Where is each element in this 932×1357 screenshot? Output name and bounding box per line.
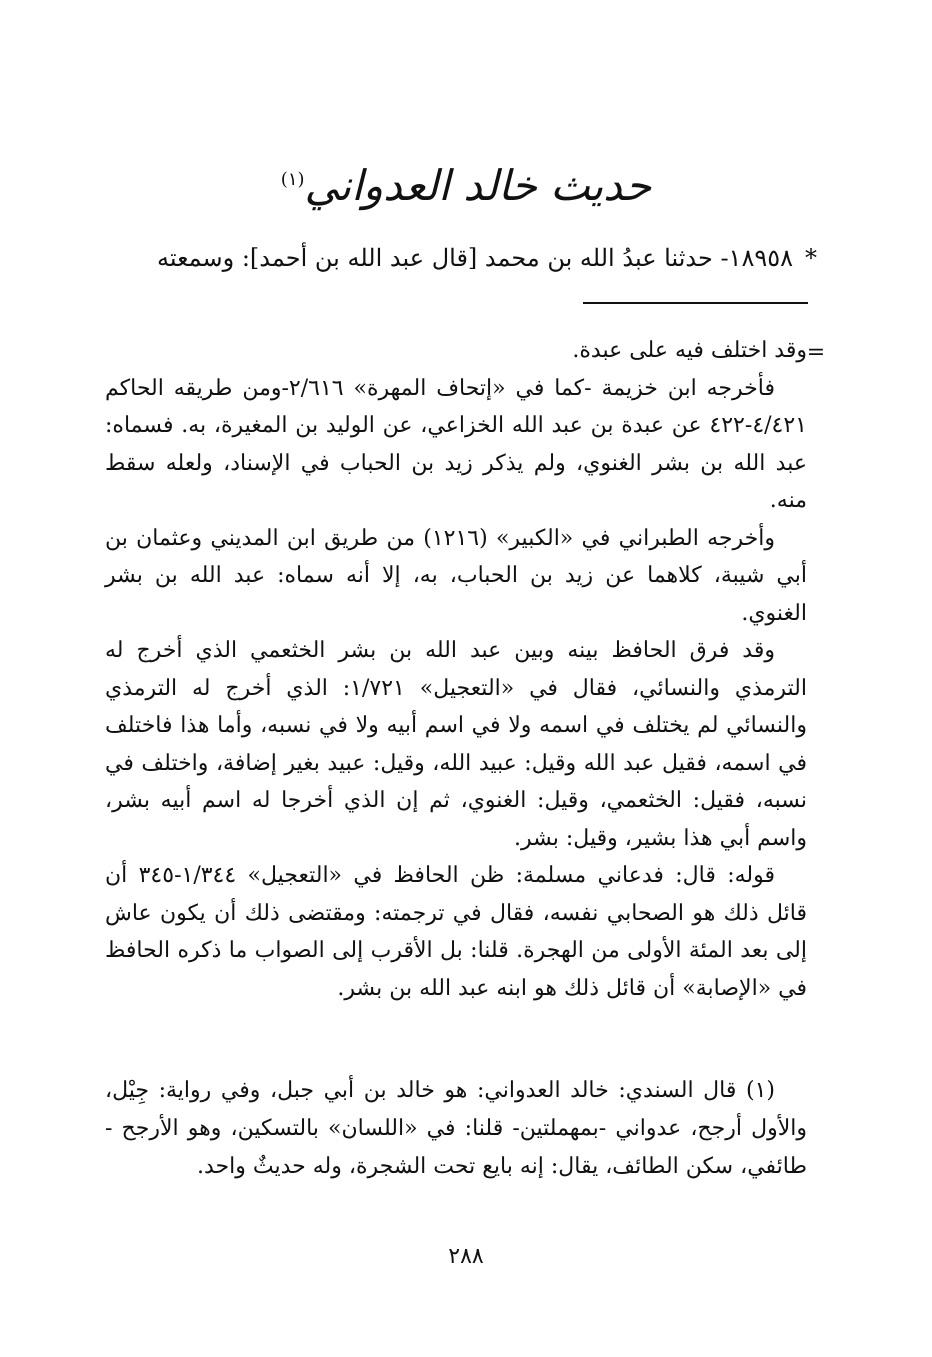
hadith-header <box>105 238 817 278</box>
hadith-text: ١٨٩٥٨- حدثنا عبدُ الله بن محمد [قال عبد الله بن أحمد]: وسمعته <box>156 244 793 272</box>
notes-separator <box>583 302 808 304</box>
note-paragraph: قوله: قال: فدعاني مسلمة: ظن الحافظ في «التعجيل» ١/٣٤٤-٣٤٥ أن قائل ذلك هو الصحابي نفسه، فقال في ترجمته: ومقتضى ذلك أن يكون عاش إلى بعد المئة الأولى من الهجرة. قلنا: بل الأقرب إلى الصواب ما ذكره الحافظ في «الإصابة» أن قائل ذلك هو ابنه عبد الله بن بشر. <box>105 863 807 1001</box>
note-paragraph: وقد اختلف فيه على عبدة. <box>572 338 807 363</box>
note-paragraph: فأخرجه ابن خزيمة -كما في «إتحاف المهرة» ٢/٦١٦-ومن طريقه الحاكم ٤/٤٢١-٤٢٢ عن عبدة بن عبد الله الخزاعي، عن الوليد بن المغيرة، به. فسماه: عبد الله بن بشر الغنوي، ولم يذكر زيد بن الحباب في الإسناد، ولعله سقط منه. <box>105 375 807 513</box>
footnote-text: (١) قال السندي: خالد العدواني: هو خالد بن أبي جبل، وفي رواية: جِيْل، والأول أرجح، عدواني -بمهملتين- قلنا: في «اللسان» بالتسكين، وهو الأرجح - طائفي، سكن الطائف، يقال: إنه بايع تحت الشجرة، وله حديثٌ واحد. <box>105 1078 807 1179</box>
chapter-title <box>0 150 932 216</box>
page-number: ٢٨٨ <box>448 1244 484 1269</box>
note-paragraph: وأخرجه الطبراني في «الكبير» (١٢١٦) من طريق ابن المديني وعثمان بن أبي شيبة، كلاهما عن زيد بن الحباب، به، إلا أنه سماه: عبد الله بن بشر الغنوي. <box>105 525 807 626</box>
hadith-marker: * <box>805 244 817 272</box>
notes-section <box>105 332 807 1007</box>
title-footnote-ref: (١) <box>280 169 305 190</box>
note-paragraph: وقد فرق الحافظ بينه وبين عبد الله بن بشر الخثعمي الذي أخرج له الترمذي والنسائي، فقال في «التعجيل» ١/٧٢١: الذي أخرج له الترمذي والنسائي لم يختلف في اسمه ولا في اسم أبيه ولا في نسبه، وأما هذا فاختلف في اسمه، فقيل عبد الله وقيل: عبيد الله، وقيل: عبيد بغير إضافة، واختلف في نسبه، فقيل: الخثعمي، وقيل: الغنوي، ثم إن الذي أخرجا له اسم أبيه بشر، واسم أبي هذا بشير، وقيل: بشر. <box>105 638 807 851</box>
footnote-section <box>105 1072 807 1186</box>
continuation-mark: = <box>806 340 826 365</box>
chapter-title-text: حديث خالد العدواني <box>304 161 652 210</box>
